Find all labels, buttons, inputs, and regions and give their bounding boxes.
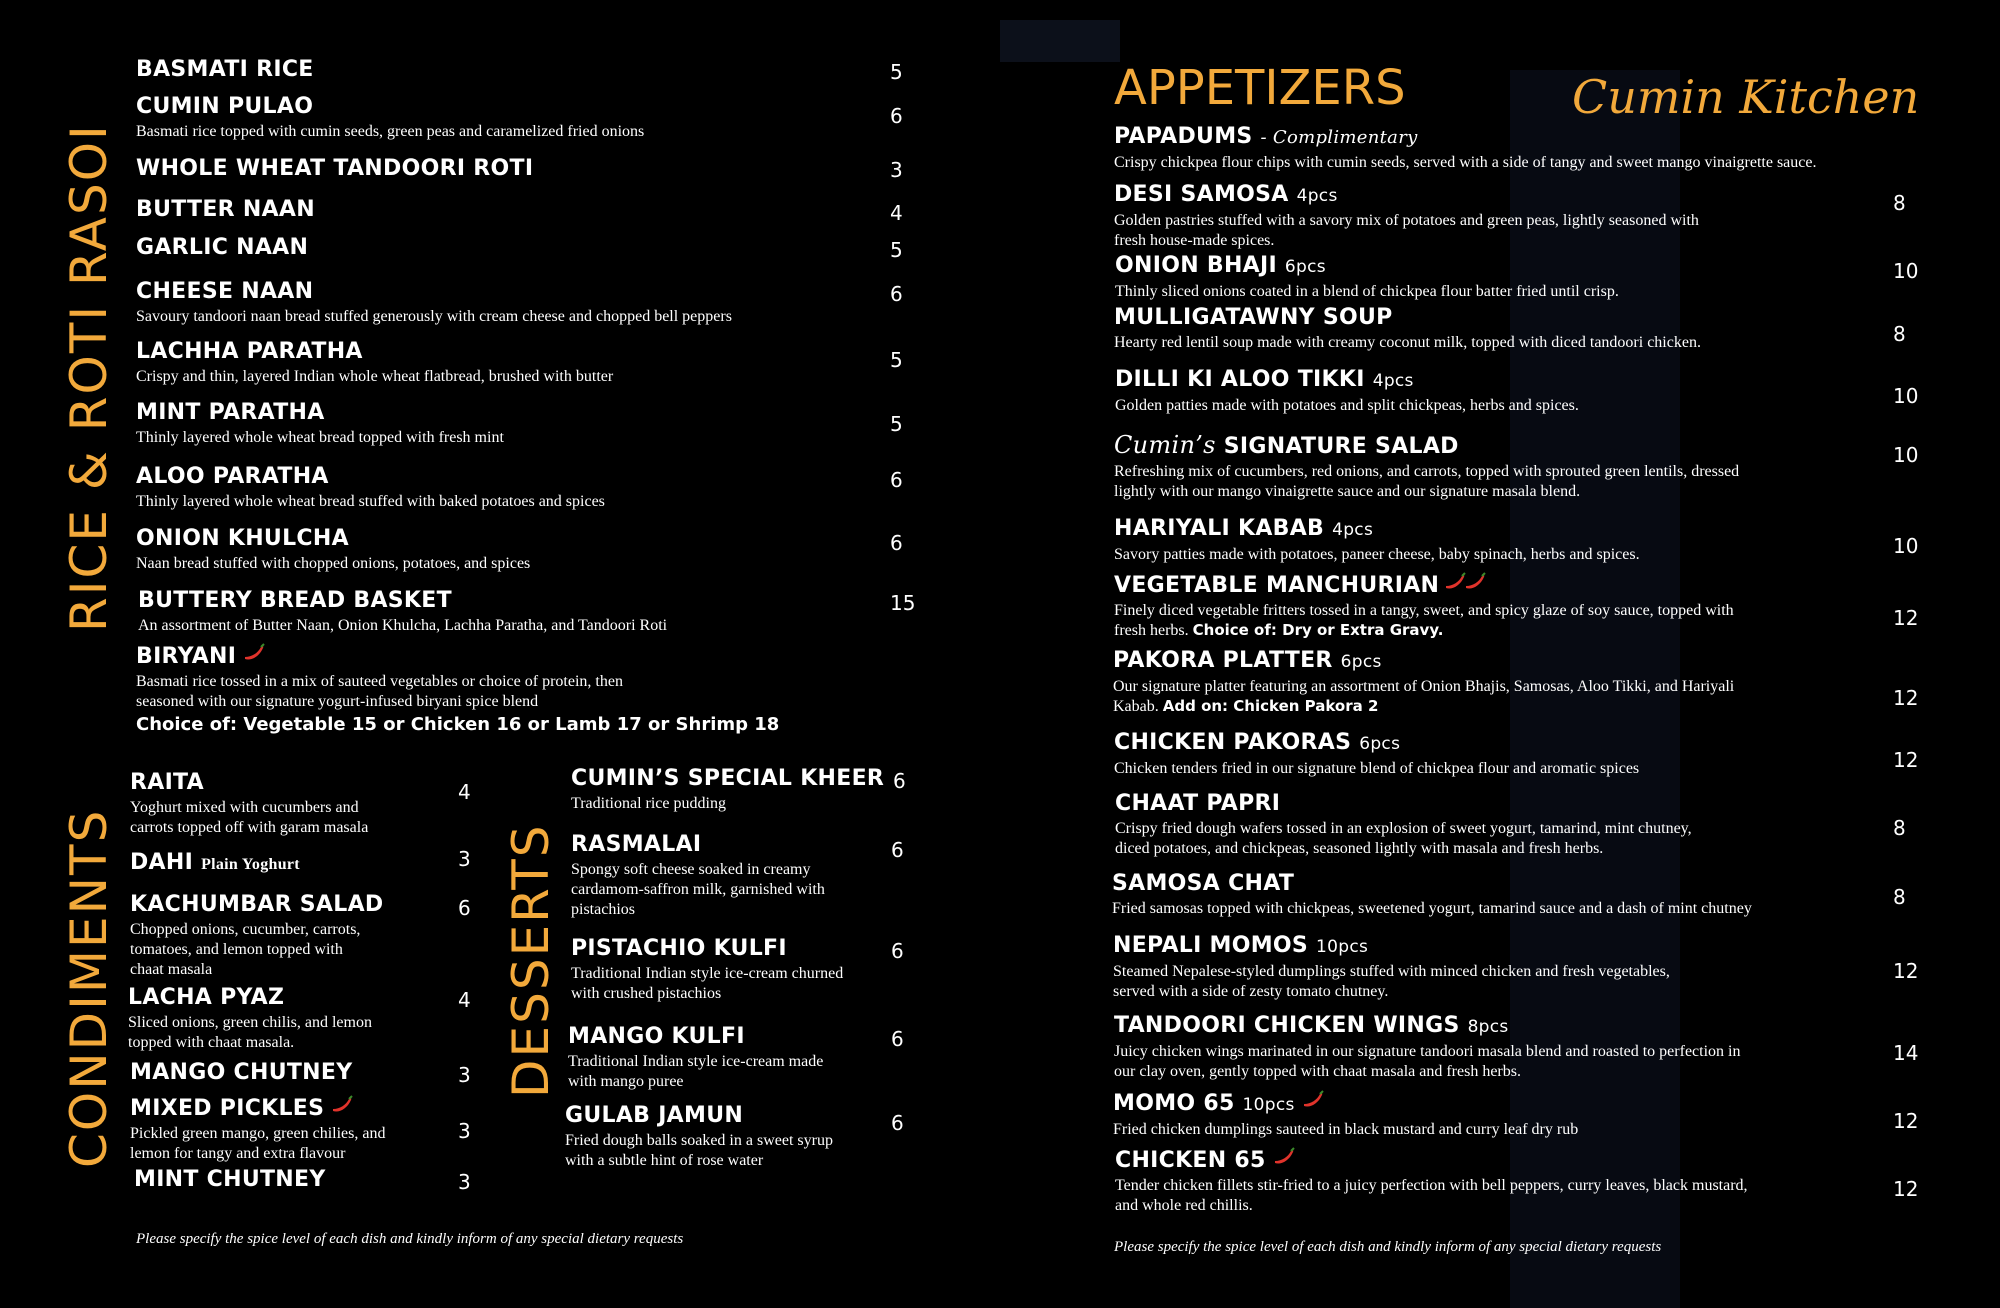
item-price: 15 [890,591,916,615]
item-quantity: 10pcs [1242,1095,1295,1115]
item-price: 3 [458,1170,471,1194]
item-description: Thinly layered whole wheat bread topped with fresh mint [136,429,504,446]
menu-item-mint-paratha [136,399,504,447]
item-name: DESI SAMOSA [1114,182,1289,207]
menu-item-chicken-pakoras [1114,729,1639,778]
item-subtitle: Plain Yoghurt [201,856,300,873]
item-price: 8 [1893,816,1906,840]
section-title-rice-roti: RICE & ROTI RASOI [60,123,118,632]
item-price: 6 [893,769,906,793]
menu-item-tandoori-chicken-wings [1114,1012,1740,1081]
menu-item-dilli-ki-aloo-tikki [1115,366,1579,415]
item-name: ONION KHULCHA [136,526,349,551]
item-price: 6 [890,468,903,492]
item-name: MANGO CHUTNEY [130,1060,353,1085]
menu-item-lachha-paratha [136,338,613,386]
item-price: 5 [890,238,903,262]
item-description-line: fresh herbs. [1114,622,1189,639]
item-price: 12 [1893,1177,1919,1201]
item-price: 3 [458,1063,471,1087]
item-description-line: Kabab. [1113,698,1159,715]
item-name: PISTACHIO KULFI [571,936,787,961]
item-description-line: Spongy soft cheese soaked in creamy [571,861,811,878]
menu-item-mulligatawny-soup [1114,304,1701,352]
menu-item-cheese-naan [136,278,732,326]
item-price: 4 [890,201,903,225]
item-description-line: Steamed Nepalese-styled dumplings stuffed with minced chicken and fresh vegetables, [1113,963,1670,980]
item-description-line: Golden pastries stuffed with a savory mix of potatoes and green peas, lightly seasoned with [1114,212,1699,229]
item-description-line: Chicken tenders fried in our signature blend of chickpea flour and aromatic spices [1114,760,1640,777]
item-price: 6 [891,1027,904,1051]
item-description-line: Savory patties made with potatoes, paneer cheese, baby spinach, herbs and spices. [1114,546,1640,563]
item-name: GULAB JAMUN [565,1103,744,1128]
item-price: 8 [1893,885,1906,909]
item-description-line: seasoned with our signature yogurt-infused biryani spice blend [136,693,539,710]
menu-item-onion-bhaji [1115,252,1619,301]
menu-item-chaat-papri [1115,790,1692,858]
menu-item-papadums [1114,123,1816,172]
item-description-line: Traditional rice pudding [571,795,726,812]
menu-item-mixed-pickles [130,1095,385,1163]
item-name: CHICKEN 65 [1115,1148,1266,1173]
item-name: CUMIN’S SPECIAL KHEER [571,766,885,791]
item-description-line: Traditional Indian style ice-cream churned [571,965,844,982]
item-description-line: our clay oven, gently topped with chaat masala and fresh herbs. [1114,1063,1521,1080]
footer-note-left: Please specify the spice level of each dish and kindly inform of any special dietary requests [136,1231,684,1247]
item-name: MANGO KULFI [568,1024,745,1049]
item-description-line: Our signature platter featuring an assortment of Onion Bhajis, Samosas, Aloo Tikki, and Hariyali [1113,678,1735,695]
item-name: PAKORA PLATTER [1113,648,1333,673]
item-description-line: served with a side of zesty tomato chutney. [1113,983,1389,1000]
item-name: VEGETABLE MANCHURIAN [1114,573,1440,598]
item-price: 8 [1893,191,1906,215]
item-name: CUMIN PULAO [136,94,314,119]
item-description-line: Fried dough balls soaked in a sweet syrup [565,1132,833,1149]
section-title-condiments: CONDIMENTS [60,808,118,1168]
menu-item-signature-salad [1114,431,1739,501]
menu-item-desi-samosa [1114,181,1699,250]
menu-item-rasmalai [571,831,825,919]
item-name: SAMOSA CHAT [1112,871,1295,896]
menu-item-hariyali-kabab [1114,515,1640,564]
menu-item-vegetable-manchurian [1114,572,1734,640]
item-description-line: Basmati rice tossed in a mix of sauteed vegetables or choice of protein, then [136,673,623,690]
item-description-line: Golden patties made with potatoes and split chickpeas, herbs and spices. [1115,397,1579,414]
item-description-line: Finely diced vegetable fritters tossed in a tangy, sweet, and spicy glaze of soy sauce, topped with [1114,602,1734,619]
item-subtitle: - Complimentary [1260,127,1418,148]
item-description: Crispy and thin, layered Indian whole wheat flatbread, brushed with butter [136,368,614,385]
item-price: 3 [890,158,903,182]
item-name: CHICKEN PAKORAS [1114,730,1352,755]
item-quantity: 6pcs [1359,734,1401,754]
menu-item-momo-65 [1113,1090,1578,1139]
item-name: BIRYANI [136,644,237,669]
item-quantity: 6pcs [1340,652,1382,672]
item-description-line: lemon for tangy and extra flavour [130,1145,346,1162]
item-price: 6 [890,104,903,128]
item-price: 14 [1893,1041,1919,1065]
item-price: 4 [458,988,471,1012]
menu-item-gulab-jamun [565,1102,833,1170]
item-description-line: Crispy chickpea flour chips with cumin seeds, served with a side of tangy and sweet mango vinaigrette sauce. [1114,154,1817,171]
menu-item-buttery-bread-basket [138,587,667,635]
brand-logo-text: Cumin Kitchen [1572,70,1920,124]
item-name: DAHI [130,850,194,875]
item-price: 6 [891,1111,904,1135]
item-description-line: fresh house-made spices. [1114,232,1275,249]
item-description-line: diced potatoes, and chickpeas, seasoned lightly with masala and fresh herbs. [1115,840,1604,857]
item-description-line: carrots topped off with garam masala [130,819,369,836]
item-name: HARIYALI KABAB [1114,516,1325,541]
item-name: PAPADUMS [1114,124,1253,149]
item-description-line: Traditional Indian style ice-cream made [568,1053,824,1070]
item-name: ALOO PARATHA [136,464,329,489]
menu-item-mint-chutney [134,1166,326,1194]
item-description-line: and whole red chillis. [1115,1197,1253,1214]
item-name: SIGNATURE SALAD [1223,434,1459,459]
item-name: RAITA [130,770,204,795]
menu-item-mango-chutney [130,1059,352,1087]
item-description-line: Pickled green mango, green chilies, and [130,1125,386,1142]
item-description-line: with a subtle hint of rose water [565,1152,764,1169]
item-description: An assortment of Butter Naan, Onion Khulcha, Lachha Paratha, and Tandoori Roti [138,617,668,634]
section-title-desserts: DESSERTS [502,823,560,1098]
item-name: ONION BHAJI [1115,253,1277,278]
menu-item-pistachio-kulfi [571,935,843,1003]
item-name: BUTTER NAAN [136,197,315,222]
background-shade-left [1000,20,1120,62]
item-description-line: with mango puree [568,1073,684,1090]
item-price: 6 [458,896,471,920]
item-price: 5 [890,412,903,436]
item-description-line: Refreshing mix of cucumbers, red onions, and carrots, topped with sprouted green lentils, dressed [1114,463,1740,480]
menu-item-aloo-paratha [136,463,605,511]
item-description-line: with crushed pistachios [571,985,722,1002]
menu-item-chicken-65 [1115,1147,1748,1215]
item-price: 12 [1893,959,1919,983]
item-quantity: 4pcs [1332,520,1374,540]
item-description-line: Hearty red lentil soup made with creamy coconut milk, topped with diced tandoori chicken. [1114,334,1701,351]
item-price: 5 [890,348,903,372]
chili-pepper-icon [1300,1090,1326,1118]
item-description-line: topped with chaat masala. [128,1034,295,1051]
item-description-line: tomatoes, and lemon topped with [130,941,343,958]
menu-item-garlic-naan [136,234,308,262]
item-name: CHAAT PAPRI [1115,791,1281,816]
menu-item-raita [130,769,368,837]
item-description-line: Fried chicken dumplings sauteed in black mustard and curry leaf dry rub [1113,1121,1579,1138]
item-name: BUTTERY BREAD BASKET [138,588,452,613]
menu-item-pakora-platter [1113,647,1734,716]
item-description: Naan bread stuffed with chopped onions, potatoes, and spices [136,555,531,572]
item-name: MIXED PICKLES [130,1096,325,1121]
item-prefix: Cumin’s [1114,431,1216,459]
item-name: MINT PARATHA [136,400,325,425]
item-description-line: Thinly sliced onions coated in a blend of chickpea flour batter fried until crisp. [1115,283,1619,300]
item-description-line: pistachios [571,901,635,918]
item-name: NEPALI MOMOS [1113,933,1309,958]
item-name: LACHA PYAZ [128,985,285,1010]
menu-item-kachumbar-salad [130,891,383,979]
item-description-line: Sliced onions, green chilis, and lemon [128,1014,372,1031]
item-price: 12 [1893,606,1919,630]
item-price: 3 [458,847,471,871]
item-quantity: 4pcs [1372,371,1414,391]
item-description-line: Chopped onions, cucumber, carrots, [130,921,361,938]
item-price: 6 [891,838,904,862]
chili-pepper-icon [1271,1147,1297,1175]
item-price: 6 [891,939,904,963]
item-description-line: Yoghurt mixed with cucumbers and [130,799,359,816]
item-choice: Add on: Chicken Pakora 2 [1162,697,1379,715]
item-name: TANDOORI CHICKEN WINGS [1114,1013,1460,1038]
item-description: Savoury tandoori naan bread stuffed generously with cream cheese and chopped bell peppers [136,308,732,325]
item-description-line: Tender chicken fillets stir-fried to a juicy perfection with bell peppers, curry leaves, black mustard, [1115,1177,1748,1194]
item-description-line: Fried samosas topped with chickpeas, sweetened yogurt, tamarind sauce and a dash of mint chutney [1112,900,1752,917]
item-quantity: 6pcs [1284,257,1326,277]
item-choice: Choice of: Dry or Extra Gravy. [1192,621,1444,639]
menu-item-cumins-special-kheer [571,765,884,813]
menu-item-biryani [136,643,623,711]
item-name: LACHHA PARATHA [136,339,363,364]
item-price: 10 [1893,384,1919,408]
item-description: Basmati rice topped with cumin seeds, green peas and caramelized fried onions [136,123,645,140]
menu-item-nepali-momos [1113,932,1670,1001]
item-price: 12 [1893,1109,1919,1133]
menu-item-mango-kulfi [568,1023,823,1091]
item-name: BASMATI RICE [136,57,314,82]
item-quantity: 8pcs [1467,1017,1509,1037]
item-name: MULLIGATAWNY SOUP [1114,305,1393,330]
item-price: 10 [1893,534,1919,558]
biryani-choice: Choice of: Vegetable 15 or Chicken 16 or Lamb 17 or Shrimp 18 [136,714,780,735]
section-title-appetizers: APPETIZERS [1114,60,1406,116]
item-name: MINT CHUTNEY [134,1167,326,1192]
item-name: CHEESE NAAN [136,279,314,304]
item-description-line: lightly with our mango vinaigrette sauce and our signature masala blend. [1114,483,1581,500]
item-quantity: 4pcs [1296,186,1338,206]
item-description-line: chaat masala [130,961,213,978]
item-name: KACHUMBAR SALAD [130,892,384,917]
chili-pepper-icon [1444,572,1488,600]
item-description: Thinly layered whole wheat bread stuffed with baked potatoes and spices [136,493,605,510]
chili-pepper-icon [329,1095,355,1123]
item-name: RASMALAI [571,832,702,857]
item-description-line: Crispy fried dough wafers tossed in an explosion of sweet yogurt, tamarind, mint chutney, [1115,820,1692,837]
item-price: 6 [890,282,903,306]
item-price: 8 [1893,322,1906,346]
menu-item-tandoori-roti [136,155,533,183]
footer-note-right: Please specify the spice level of each dish and kindly inform of any special dietary requests [1114,1239,1662,1255]
menu-item-basmati-rice [136,56,314,84]
chili-pepper-icon [241,643,267,671]
menu-item-dahi [130,849,300,877]
menu-item-cumin-pulao [136,93,644,141]
item-price: 5 [890,60,903,84]
item-price: 4 [458,780,471,804]
item-price: 3 [458,1119,471,1143]
menu-item-samosa-chat [1112,870,1752,918]
item-description-line: Juicy chicken wings marinated in our signature tandoori masala blend and roasted to perfection in [1114,1043,1741,1060]
item-price: 12 [1893,686,1919,710]
item-name: GARLIC NAAN [136,235,309,260]
item-name: WHOLE WHEAT TANDOORI ROTI [136,156,534,181]
item-price: 6 [890,531,903,555]
item-price: 10 [1893,443,1919,467]
menu-item-butter-naan [136,196,315,224]
item-name: DILLI KI ALOO TIKKI [1115,367,1365,392]
item-quantity: 10pcs [1316,937,1369,957]
item-price: 10 [1893,259,1919,283]
menu-item-onion-khulcha [136,525,530,573]
menu-item-lacha-pyaz [128,984,372,1052]
item-name: MOMO 65 [1113,1091,1235,1116]
item-price: 12 [1893,748,1919,772]
item-description-line: cardamom-saffron milk, garnished with [571,881,825,898]
